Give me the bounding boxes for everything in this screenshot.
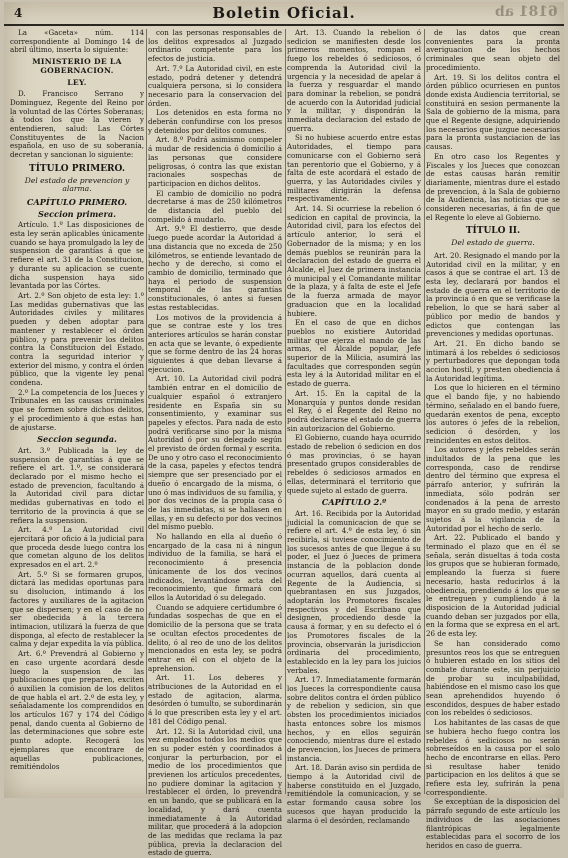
paragraph: El Gobierno, cuando haya ocurrido estado de rebelion ó sedicion en dos ó mas provincias, ó se hayan presentado grupos considerables de rebeldes ó sediciosos armados en ellas, determinará el territorio que quede sujeto al estado de guerra.: [287, 433, 421, 495]
paragraph: La «Gaceta» núm. 114 correspondiente al Domingo 14 de abril último, inserta lo siguiente:: [10, 28, 144, 55]
paragraph: Art. 22. Publicado el bando y terminado el plazo que en él se señala, serán disueltas á toda costa los grupos que se hubieran formado, empleando la fuerza si fuere necesario, hasta reducirlos á la obediencia, prendiendo á los que se le entreguen y cumpliendo á la disposicion de la Autoridad judicial cuando deban ser juzgados por ella, en la forma que se expresa en el art. 26 de esta ley.: [426, 533, 560, 639]
paragraph: Art. 15. En la capital de la Monarquía y puntos donde residan el Rey, ó el Regente del Reino no podrá declararse el estado de guerra sin autorizacion del Gobierno.: [287, 388, 421, 433]
paragraph: D. Francisco Serrano y Dominguez, Regente del Reino por la voluntad de las Córtes Soberanas; á todos los que la vieren y entendieren, salud: Las Córtes Constituyentes de la Nacion española, en uso de su soberanía, decretan y sancionan lo siguiente:: [10, 89, 144, 160]
paragraph: Art. 11. Los deberes y atribuciones de la Autoridad en el estado de agitacion, alarma, desórden ó tumulto, se subordinarán á lo que prescriben esta ley y el art. 181 del Código penal.: [148, 673, 282, 726]
newspaper-page: [4, 2, 564, 858]
paragraph: Art. 13. Cuando la rebelion ó sedicion se manifiesten desde los primeros momentos, rompan el fuego los rebeldes ó sediciosos, ó comprenda la Autoridad civil la urgencia y la necesidad de apelar á la fuerza y resguardar el mando para dominar la rebelion, se pondrá de acuerdo con la Autoridad judicial y la militar, y dispondrán la inmediata declaracion del estado de guerra.: [287, 28, 421, 133]
paragraph: 2.º La competencia de los Jueces y Tribunales en las causas criminales que se formen sobre dichos delitos, y el procedimiento á que estas han de ajustarse.: [10, 387, 144, 432]
paragraph: Art. 3.º Publicada la ley de suspension de garantías á que se refiere el art. 1.º, se considerará declarado por el mismo hecho el estado de prevencion, facultando á la Autoridad civil para dictar medidas gubernativas en todo el territorio de la provincia á que se refiera la suspension.: [10, 445, 144, 525]
paragraph: Los detenidos en esta forma no deberán confundirse con los presos y detenidos por delitos comunes.: [148, 108, 282, 135]
chapter-heading: Seccion primera.: [38, 208, 116, 219]
page-header: [4, 2, 564, 26]
paragraph: Art. 8.º Podrá asimismo compeler á mudar de residencia ó domicilio á las personas que considere peligrosas, ó contra las que existan racionales sospechas de participacion en dichos delitos.: [148, 135, 282, 188]
paragraph: Art. 9.º El destierro, que desde luego puede acordar la Autoridad á una distancia que no exceda de 250 kilómetros, se entiende levantado de hecho y de derecho, si como el cambio de domicilio, terminado que haya el periodo de suspension temporal de las garantías constitucionales, ó antes si fuesen estas restablecidas.: [148, 224, 282, 312]
issue-number: 4: [14, 6, 23, 20]
title-subheading: Del estado de guerra.: [451, 238, 535, 248]
column-1: [10, 29, 144, 794]
paragraph: de las datos que crean convenientes para la pronta averiguacion de los hechos criminales que sean objeto del procedimiento.: [426, 28, 560, 72]
paragraph: No hallando en ella al dueño ó encargado de la casa ni á ningun individuo de la familia, se hará el reconocimiento á presencia únicamente de los dos vecinos indicados, levantándose acta del reconocimiento, que firmará con ellos la Autoridad ó su delegado.: [148, 532, 282, 602]
paragraph: El cambio de domicilio no podrá decretarse á mas de 250 kilómetros de distancia del pueblo del compelido á mudarlo.: [148, 188, 282, 224]
paragraph: Art. 18. Darán aviso sin perdida de tiempo á la Autoridad civil de haberse constituido en el Juzgado, remitiéndole la comunicacion, y se estar formando causa sobre los sucesos que hayan producido la alarma ó el desórden, reclamando: [287, 763, 421, 825]
paragraph: Los motivos de la providencia á que se contrae este y los tres anteriores artículos se harán constar en acta que se levante, ó expediente que se forme dentro de las 24 horas siguientes á que deban llevarse á ejecucion.: [148, 312, 282, 374]
text-columns: [8, 28, 560, 858]
column-divider: [424, 29, 425, 794]
title-heading: TÍTULO PRIMERO.: [29, 163, 125, 174]
paragraph: En el caso de que en dichos pueblos no existiere Autoridad militar que ejerza el mando de las armas, el Alcalde popular, Jefe superior de la Milicia, asumirá las facultades que corresponden según esta ley á la Autoridad militar en el estado de guerra.: [287, 318, 421, 389]
paragraph: Art. 16. Recibida por la Autoridad judicial la comunicacion de que se refiere el art. 4.º de esta ley, ó sin recibirla, si tuviese conocimiento de los sucesos antes de que llegue á su poder, el Juez ó Jueces de primera instancia de la poblacion donde ocurran aquellos, dará cuenta al Regente de la Audiencia, si quebrantasen en sus Juzgados, adoptarán los Promotores fiscales respectivos y del Escribano que designen, procediendo desde la causa á formar, y en su defecto el ó los Promotores fiscales de la provincia, observarán la jurisdiccion ordinaria del procedimiento, establecido en la ley para los juicios verbales.: [287, 508, 421, 675]
column-3: [287, 28, 421, 825]
paragraph: Artículo. 1.º Las disposiciones de esta ley serán aplicables únicamente cuando se haya promulgado la ley de suspension de garantías á que se refiere el art. 31 de la Constitucion, y durante su aplicacion se cuente dicha suspension haya sido levantada por las Córtes.: [10, 220, 144, 291]
paragraph: Los que lo hicieren en el término que el bando fije, y no habiendo término, señalado en el bando fuere, quedarán exentos de pena, excepto los autores ó jefes de la rebelion, sedicion ó desórden, y los reincidentes en estos delitos.: [426, 383, 560, 445]
paragraph: Art. 17. Inmediatamente formarán los Jueces la correspondiente causa sobre delitos contra el órden público y de rebelion y sedicion, sin que obsten los procedimientos iniciados hasta entonces sobre los mismos hechos, y en ellos seguirán conociendo, mientras dure el estado de prevencion, los Jueces de primera instancia.: [287, 675, 421, 763]
title-heading: TÍTULO II.: [465, 226, 521, 237]
column-2: [148, 28, 282, 858]
paragraph: Se exceptúan de la disposicion del párrafo segundo de este artículo los individuos de las asociaciones filantrópicas legalmente establecidas para el socorro de los heridos en caso de guerra.: [426, 797, 560, 850]
masthead-title: Boletin Oficial.: [212, 4, 356, 22]
chapter-heading: CAPÍTULO 2.º: [321, 497, 387, 508]
chapter-heading: CAPÍTULO PRIMERO.: [26, 196, 128, 207]
paragraph: Se han considerado como presuntos reos los que se entreguen ó hubieren estado en los sitios del combate durante este, sin perjuicio de probar su inculpabilidad, habiéndose en el mismo caso los que sean aprehendidos huyendo ó escondidos, despues de haber estado con los rebeldes ó sediciosos.: [426, 638, 560, 718]
paragraph: Art. 21. En dicho bando se intimará á los rebeldes ó sediciosos y perturbadores que depongan toda accion hostil, y presten obediencia á la Autoridad legítima.: [426, 338, 560, 383]
paragraph: Si no hubiese acuerdo entre estas Autoridades, el tiempo para comunicarse con el Gobierno será tan perentorio que el Gobierno, y á falta de este acordará el estado de guerra, y las Autoridades civiles y militares dirigirán la defensa respectivamente.: [287, 133, 421, 204]
paragraph: Art. 10. La Autoridad civil podrá también entrar en el domicilio de cualquier español ó extranjero residente en España sin su consentimiento, y examinar sus papeles y efectos. Para nada de esto podrá verificarse sino por la misma Autoridad ó por su delegado según el previsto de órden formal y escrita. De uno y otro caso el reconocimiento de la casa, papeles y efectos tendrá siempre que ser presenciado por el dueño ó encargado de la misma, ó uno ó mas individuos de su familia, y por dos vecinos de la propia casa ó de las inmediatas, si se hallasen en ellas, y en su defecto por dos vecinos del mismo pueblo.: [148, 374, 282, 532]
paragraph: En otro caso los Regentes y Fiscales y los Jueces que conozcan de estas causas harán remitir diariamente, mientras dure el estado de prevencion, á la Sala de gobierno de la Audiencia, las noticias que se consideren necesarias, á fin de que el Regente lo eleve al Gobierno.: [426, 151, 560, 222]
paragraph: Art. 2.º Son objeto de esta ley: 1.º Las medidas gubernativas que las Autoridades civiles y militares pueden y deben adoptar para mantener y restablecer el órden público, y para prevenir los delitos contra la Constitucion del Estado, contra la seguridad interior y exterior del mismo, y contra el órden público, que la vigente ley penal condena.: [10, 290, 144, 388]
paragraph: Art. 14. Si ocurriese la rebelion ó sedicion en capital de provincia, la Autoridad civil, para los efectos del artículo anterior, lo será el Gobernador de la misma; y en los demás pueblos se reunirán para la declaracion del estado de guerra el Alcalde, el Juez de primera instancia ó municipal y el Comandante militar de la plaza, y á falta de este el Jefe de la fuerza armada de mayor graduacion que en la localidad hubiere.: [287, 204, 421, 318]
paragraph: Cuando se adquiere certidumbre ó fundadas sospechas de que en el domicilio de la persona que se trata se ocultan efectos procedentes de delito, ó al reo de uno de los delitos mencionados en esta ley, se podrá entrar en él con el objeto de la aprehension.: [148, 602, 282, 673]
paragraph: Art. 20. Resignado el mando por la Autoridad civil en la militar, y en casos á que se contrae el art. 13 de esta ley, declarará por bandos el estado de guerra en el territorio de la provincia ó en que se verificase la rebelion, lo que se hará saber al público por medio de bandos y edictos que contengan las prevenciones y medidas oportunas.: [426, 250, 560, 339]
column-divider: [146, 29, 147, 794]
title-subheading: Del estado de prevencion y alarma.: [24, 175, 130, 194]
paragraph: Los habitantes de las casas de que se hubiera hecho fuego contra los rebeldes ó sediciosos no serán sobreseídos en la causa por el solo hecho de encontrarse en ellas. Pero si resultase haber tenido participacion en los delitos á que se refiere esta ley, sufrirán la pena correspondiente.: [426, 718, 560, 797]
paragraph: Los autores y jefes rebeldes serán indultados de la pena que les corresponda, caso de rendirse dentro del término que expresa el párrafo anterior, y sufrirán la inmediata, sólo podrán ser condenados á la pena de arresto mayor en su grado medio, y estarán sujetos á la vigilancia de la Autoridad por el hecho de serlo.: [426, 445, 560, 533]
section-heading: MINISTERIO DE LA GOBERNACION.: [32, 57, 122, 75]
column-divider: [285, 29, 286, 794]
section-heading: LEY.: [67, 77, 87, 87]
paragraph: Art. 7.º La Autoridad civil, en este estado, podrá detener y detendrá cualquiera persona, si lo considera necesario para la conservacion del órden.: [148, 63, 282, 108]
paragraph: Art. 19. Si los delitos contra el órden público ocurriesen en puntos donde exista Audiencia territorial, se constituirá en sesion permanente la Sala de gobierno de la misma, para que el Regente designe, adquiriendo los necesarios que juzgue necesarios para la pronta sustanciacion de las causas.: [426, 72, 560, 152]
paragraph: Art. 12. Si la Autoridad civil, una vez empleados todos los medios que en su poder estén y coordinados á conjurar la perturbacion, por el medio de los procedimientos que previenen los artículos precedentes, no pudiere dominar la agitacion y restablecer el órden, lo prevendrá en un bando, que se publicará en la localidad, y dará cuenta inmediatamente á la Autoridad militar, que procederá á la adopcion de las medidas que reclama la paz pública, previa la declaracion del estado de guerra.: [148, 726, 282, 858]
column-4: [426, 28, 560, 850]
paragraph: Art. 5.º Si se formaren grupos, dictará las medidas oportunas para su disolucion, intimando á los factores y auxiliares de la agitacion que se dispersen; y en el caso de no ser obedecida á la tercera intimacion, utilizará la fuerza de que disponga, al efecto de restablecer la calma y dejar expedita la vía pública.: [10, 569, 144, 649]
chapter-heading: Seccion segunda.: [37, 434, 117, 445]
paragraph: Art. 4.º La Autoridad civil ejercitará por oficio á la judicial para que proceda desde luego contra los que cometan alguno de los delitos expresados en el art. 2.º: [10, 525, 144, 570]
paragraph: Art. 6.º Prevendrá al Gobierno y en caso urgente acordará desde luego la suspension de las publicaciones que preparen, exciten ó auxilien la comision de los delitos de que habla el art. 2.º de esta ley, y señaladamente los comprendidos en los artículos 167 y 174 del Código penal, dando cuenta al Gobierno de las determinaciones que sobre este punto adopte. Recogerá los ejemplares que encontrare de aquellas publicaciones, remitiéndolos: [10, 649, 144, 772]
bleed-through-text: 6181 ab: [495, 4, 558, 20]
paragraph: con las personas responsables de los delitos expresados al Juzgado ordinario competente para los efectos de justicia.: [148, 28, 282, 64]
